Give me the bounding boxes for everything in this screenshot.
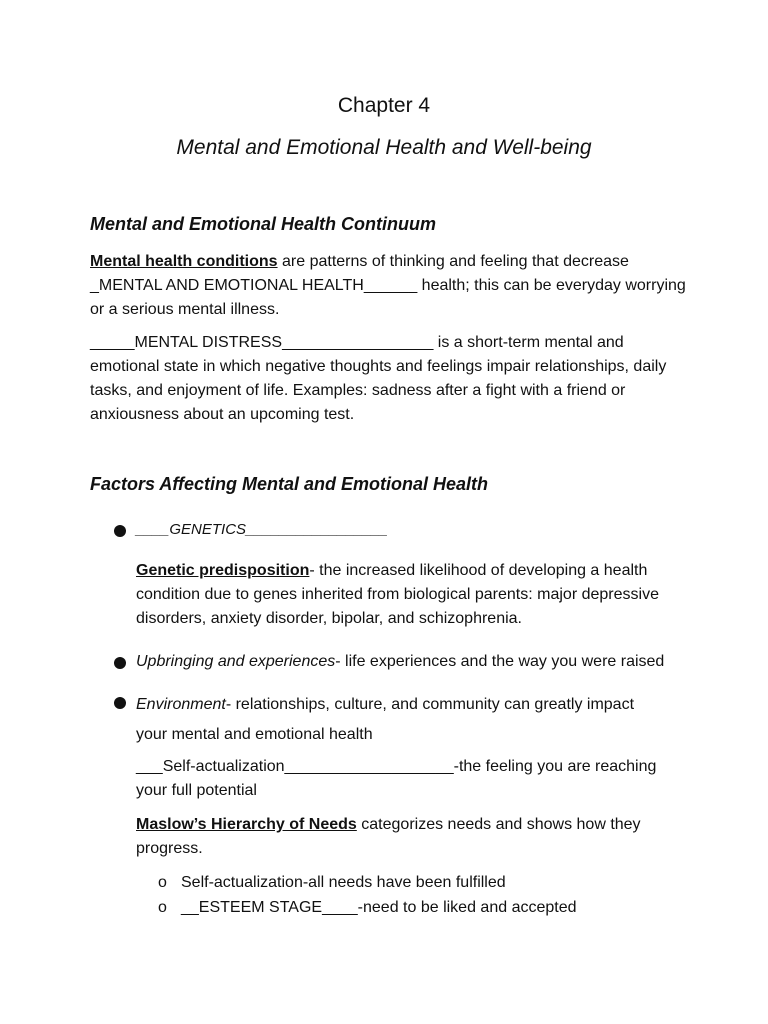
paragraph-line bbox=[90, 250, 690, 274]
bullet-icon bbox=[114, 525, 126, 537]
paragraph-text: - the increased likelihood of developing a health bbox=[309, 562, 648, 579]
paragraph-line bbox=[136, 559, 696, 583]
paragraph-text: categorizes needs and shows how they bbox=[356, 816, 641, 833]
paragraph-genetic-predisposition bbox=[136, 559, 696, 631]
paragraph-line: progress. bbox=[136, 840, 203, 857]
paragraph-line: your full potential bbox=[136, 782, 257, 799]
section-heading-continuum: Mental and Emotional Health Continuum bbox=[90, 214, 436, 234]
paragraph-line: condition due to genes inherited from biological parents: major depressive bbox=[136, 586, 659, 603]
term-genetic-predisposition: Genetic predisposition bbox=[136, 562, 310, 579]
paragraph-line: or a serious mental illness. bbox=[90, 301, 280, 318]
bullet-text: - life experiences and the way you were raised bbox=[335, 653, 665, 670]
paragraph-text: are patterns of thinking and feeling that decrease bbox=[277, 253, 629, 270]
paragraph-line: tasks, and enjoyment of life. Examples: sadness after a fight with a friend or bbox=[90, 382, 626, 399]
paragraph-line: disorders, anxiety disorder, bipolar, and schizophrenia. bbox=[136, 610, 522, 627]
bullet-genetics: ____GENETICS_________________ bbox=[136, 521, 388, 538]
paragraph-line: ___Self-actualization___________________-the feeling you are reaching bbox=[136, 758, 657, 775]
term-upbringing: Upbringing and experiences bbox=[136, 653, 336, 670]
paragraph-line: emotional state in which negative thoughts and feelings impair relationships, daily bbox=[90, 358, 667, 375]
sub-bullet-self-actualization: Self-actualization-all needs have been fulfilled bbox=[181, 874, 506, 891]
paragraph-line: _____MENTAL DISTRESS_________________ is a short-term mental and bbox=[90, 334, 624, 351]
term-mental-health-conditions: Mental health conditions bbox=[90, 253, 278, 270]
bullet-upbringing bbox=[136, 650, 696, 674]
bullet-environment bbox=[136, 690, 696, 750]
paragraph-maslow bbox=[136, 813, 696, 861]
bullet-icon bbox=[114, 657, 126, 669]
bullet-icon bbox=[114, 697, 126, 709]
sub-bullet-marker: o bbox=[158, 874, 167, 891]
bullet-text: - relationships, culture, and community can greatly impact bbox=[225, 696, 635, 713]
paragraph-line bbox=[136, 813, 696, 837]
paragraph-line: anxiousness about an upcoming test. bbox=[90, 406, 355, 423]
section-heading-factors: Factors Affecting Mental and Emotional Health bbox=[90, 474, 489, 494]
chapter-subtitle: Mental and Emotional Health and Well-being bbox=[176, 136, 592, 159]
sub-bullet-esteem: __ESTEEM STAGE____-need to be liked and accepted bbox=[181, 899, 577, 916]
paragraph-line bbox=[136, 690, 696, 720]
chapter-title: Chapter 4 bbox=[337, 94, 431, 117]
paragraph-mental-health-conditions bbox=[90, 250, 690, 322]
sub-bullet-marker: o bbox=[158, 899, 167, 916]
paragraph-line: your mental and emotional health bbox=[136, 726, 373, 743]
term-environment: Environment bbox=[136, 696, 226, 713]
paragraph-self-actualization bbox=[136, 755, 696, 803]
paragraph-mental-distress bbox=[90, 331, 690, 427]
paragraph-line: _MENTAL AND EMOTIONAL HEALTH______ health; this can be everyday worrying bbox=[90, 277, 686, 294]
term-maslow: Maslow’s Hierarchy of Needs bbox=[136, 816, 357, 833]
